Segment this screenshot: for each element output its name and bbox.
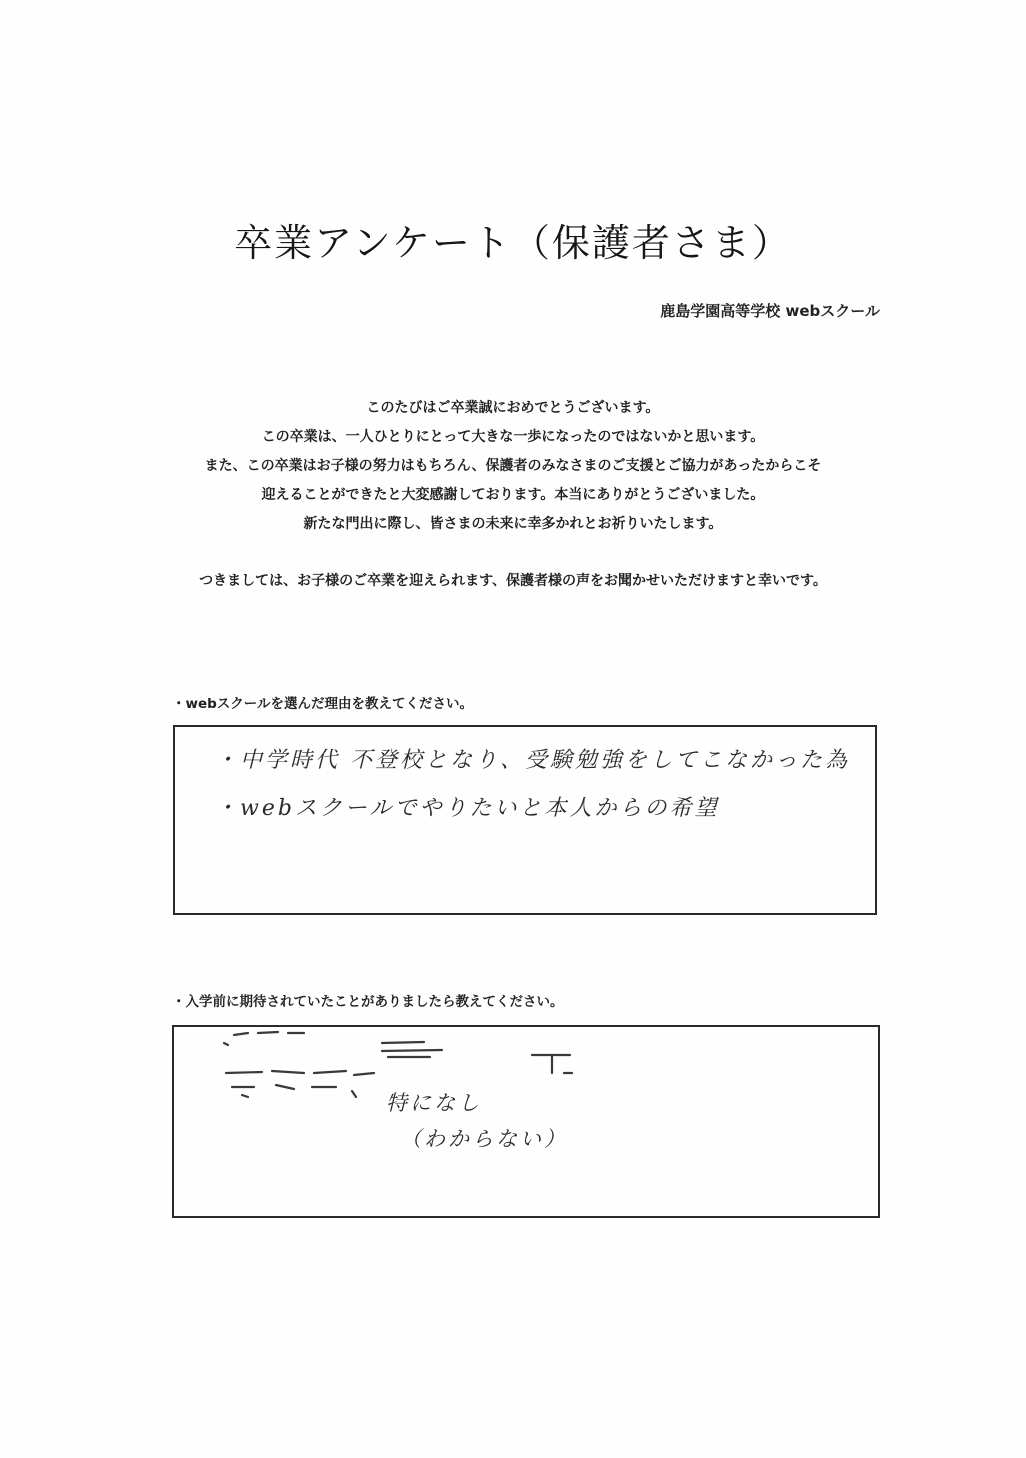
question-2-label: ・入学前に期待されていたことがありましたら教えてください。 — [172, 994, 564, 1010]
request-message: つきましては、お子様のご卒業を迎えられます、保護者様の声をお聞かせいただけますと幸いです。 — [199, 573, 827, 589]
greeting-message — [0, 394, 1026, 539]
handwritten-answer-line: （わからない） — [400, 1127, 568, 1151]
question-1-answer-box[interactable] — [173, 725, 877, 915]
handwritten-answer-line: ・中学時代 不登校となり、受験勉強をしてこなかった為 — [215, 748, 850, 773]
greeting-line: 迎えることができたと大変感謝しております。本当にありがとうございました。 — [261, 487, 765, 503]
greeting-line: 新たな門出に際し、皆さまの未来に幸多かれとお祈りいたします。 — [303, 516, 723, 532]
question-1-label: ・webスクールを選んだ理由を教えてください。 — [172, 696, 474, 712]
document-title: 卒業アンケート（保護者さま） — [234, 221, 792, 265]
handwritten-answer-line: 特になし — [386, 1091, 482, 1115]
greeting-line: また、この卒業はお子様の努力はもちろん、保護者のみなさまのご支援とご協力があったからこそ — [204, 458, 822, 474]
school-name: 鹿島学園高等学校 webスクール — [660, 302, 880, 320]
question-2-answer-box[interactable] — [172, 1025, 880, 1218]
greeting-line: この卒業は、一人ひとりにとって大きな一歩になったのではないかと思います。 — [261, 429, 765, 445]
greeting-line: このたびはご卒業誠におめでとうございます。 — [366, 400, 660, 416]
handwritten-answer-line: ・webスクールでやりたいと本人からの希望 — [215, 796, 720, 821]
